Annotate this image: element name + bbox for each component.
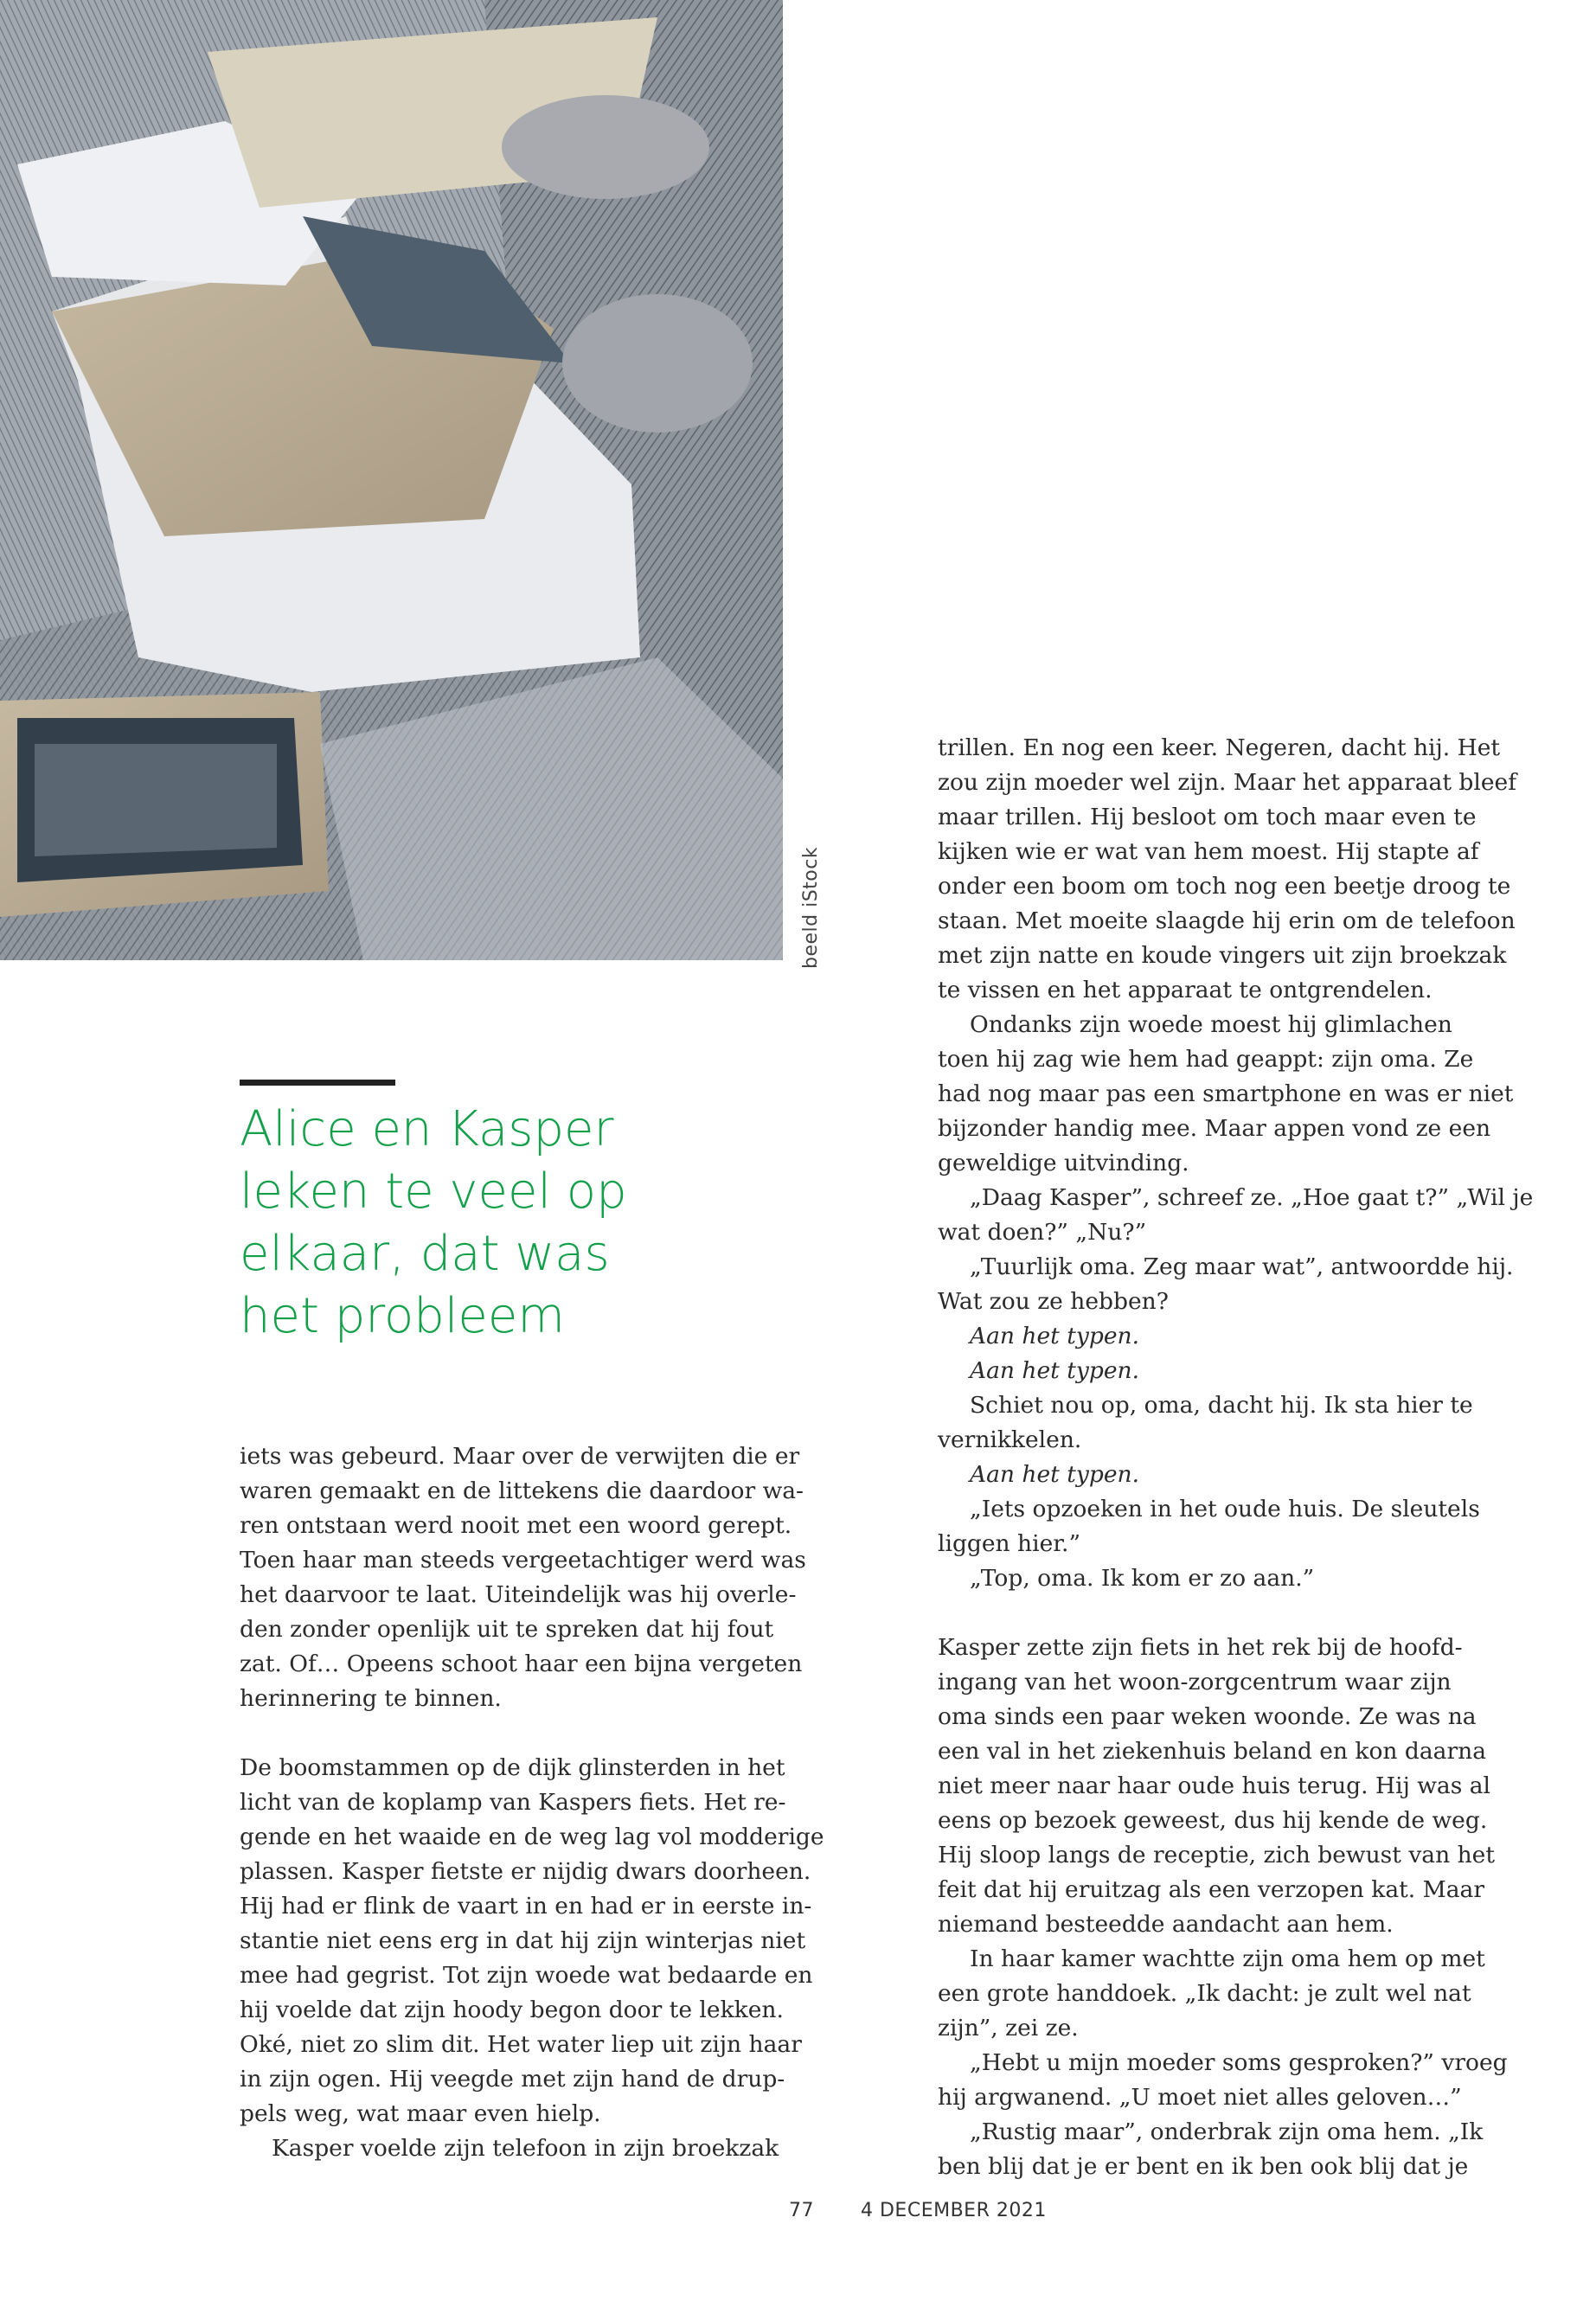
text-line: eens op bezoek geweest, dus hij kende de weg.: [938, 1807, 1488, 1834]
text-line: zijn”, zei ze.: [938, 2015, 1079, 2041]
text-line: kijken wie er wat van hem moest. Hij stapte af: [938, 838, 1479, 865]
text-line: herinnering te binnen.: [240, 1685, 502, 1712]
text-line: Hij sloop langs de receptie, zich bewust van het: [938, 1842, 1495, 1868]
issue-date: 4 DECEMBER 2021: [861, 2200, 1047, 2221]
text-line: Kasper zette zijn fiets in het rek bij de hoofd-: [938, 1634, 1463, 1661]
text-line: plassen. Kasper fietste er nijdig dwars doorheen.: [240, 1858, 811, 1885]
text-line: Aan het typen.: [970, 1323, 1140, 1349]
text-line: Aan het typen.: [970, 1357, 1140, 1384]
text-line: „Daag Kasper”, schreef ze. „Hoe gaat t?” „Wil je: [970, 1184, 1534, 1211]
text-line: had nog maar pas een smartphone en was er niet: [938, 1080, 1514, 1107]
text-line: „Hebt u mijn moeder soms gesproken?” vroeg: [970, 2049, 1508, 2076]
right-column: [938, 731, 1534, 2184]
text-line: mee had gegrist. Tot zijn woede wat bedaarde en: [240, 1962, 813, 1989]
text-line: het daarvoor te laat. Uiteindelijk was hij overle-: [240, 1581, 797, 1608]
text-line: wat doen?” „Nu?”: [938, 1219, 1147, 1246]
photo-icon: [0, 0, 783, 960]
headline: [240, 1099, 672, 1348]
paragraph-gap: [938, 1596, 1483, 1631]
text-line: waren gemaakt en de littekens die daardoor wa-: [240, 1477, 804, 1504]
text-line: in zijn ogen. Hij veegde met zijn hand de drup-: [240, 2066, 785, 2093]
text-line: zou zijn moeder wel zijn. Maar het apparaat bleef: [938, 769, 1517, 796]
text-line: Oké, niet zo slim dit. Het water liep uit zijn haar: [240, 2031, 802, 2058]
text-line: hij voelde dat zijn hoody begon door te lekken.: [240, 1997, 784, 2023]
text-line: vernikkelen.: [938, 1426, 1082, 1453]
headline-line: leken te veel op: [240, 1163, 627, 1220]
text-line: oma sinds een paar weken woonde. Ze was na: [938, 1703, 1477, 1730]
text-line: bijzonder handig mee. Maar appen vond ze een: [938, 1115, 1491, 1142]
text-line: „Rustig maar”, onderbrak zijn oma hem. „Ik: [970, 2118, 1484, 2145]
text-line: hij argwanend. „U moet niet alles geloven…”: [938, 2084, 1462, 2111]
text-line: met zijn natte en koude vingers uit zijn broekzak: [938, 942, 1507, 969]
text-line: toen hij zag wie hem had geappt: zijn oma. Ze: [938, 1046, 1474, 1073]
headline-line: elkaar, dat was: [240, 1226, 610, 1282]
headline-line: het probleem: [240, 1288, 565, 1344]
page-number: 77: [789, 2200, 814, 2221]
text-line: maar trillen. Hij besloot om toch maar even te: [938, 804, 1477, 830]
text-line: staan. Met moeite slaagde hij erin om de telefoon: [938, 907, 1516, 934]
text-line: pels weg, wat maar even hielp.: [240, 2100, 601, 2127]
text-line: niemand besteedde aandacht aan hem.: [938, 1911, 1394, 1938]
text-line: Kasper voelde zijn telefoon in zijn broekzak: [272, 2135, 779, 2162]
article-photo: [0, 0, 783, 960]
text-line: feit dat hij eruitzag als een verzopen kat. Maar: [938, 1876, 1485, 1903]
text-line: een grote handdoek. „Ik dacht: je zult wel nat: [938, 1980, 1471, 2007]
text-line: ben blij dat je er bent en ik ben ook blij dat je: [938, 2153, 1469, 2180]
text-line: zat. Of… Opeens schoot haar een bijna vergeten: [240, 1650, 803, 1677]
text-line: te vissen en het apparaat te ontgrendelen.: [938, 977, 1433, 1003]
text-line: „Iets opzoeken in het oude huis. De sleutels: [970, 1496, 1480, 1522]
text-line: Wat zou ze hebben?: [938, 1288, 1169, 1315]
text-line: „Tuurlijk oma. Zeg maar wat”, antwoordde hij.: [970, 1253, 1514, 1280]
text-line: niet meer naar haar oude huis terug. Hij was al: [938, 1772, 1491, 1799]
text-line: liggen hier.”: [938, 1530, 1081, 1557]
left-column: [240, 1439, 824, 2166]
text-line: trillen. En nog een keer. Negeren, dacht hij. Het: [938, 734, 1501, 761]
paragraph-gap: [240, 1716, 785, 1751]
text-line: Hij had er flink de vaart in en had er in eerste in-: [240, 1893, 812, 1920]
text-line: den zonder openlijk uit te spreken dat hij fout: [240, 1616, 774, 1643]
text-line: Toen haar man steeds vergeetachtiger werd was: [240, 1547, 806, 1574]
text-line: gende en het waaide en de weg lag vol modderige: [240, 1823, 824, 1850]
text-line: stantie niet eens erg in dat hij zijn winterjas niet: [240, 1927, 806, 1954]
text-line: iets was gebeurd. Maar over de verwijten die er: [240, 1443, 800, 1470]
text-line: geweldige uitvinding.: [938, 1150, 1189, 1176]
headline-line: Alice en Kasper: [240, 1101, 614, 1157]
text-line: ren ontstaan werd nooit met een woord gerept.: [240, 1512, 792, 1539]
text-line: De boomstammen op de dijk glinsterden in het: [240, 1754, 785, 1781]
text-line: ingang van het woon-zorgcentrum waar zijn: [938, 1669, 1452, 1695]
text-line: „Top, oma. Ik kom er zo aan.”: [970, 1565, 1315, 1592]
text-line: In haar kamer wachtte zijn oma hem op met: [970, 1945, 1485, 1972]
headline-rule: [240, 1080, 395, 1086]
photo-credit: beeld iStock: [800, 846, 822, 969]
text-line: Aan het typen.: [970, 1461, 1140, 1488]
text-line: onder een boom om toch nog een beetje droog te: [938, 873, 1511, 900]
text-line: Schiet nou op, oma, dacht hij. Ik sta hier te: [970, 1392, 1473, 1419]
text-line: licht van de koplamp van Kaspers fiets. Het re-: [240, 1789, 786, 1816]
text-line: Ondanks zijn woede moest hij glimlachen: [970, 1011, 1452, 1038]
text-line: een val in het ziekenhuis beland en kon daarna: [938, 1738, 1487, 1765]
